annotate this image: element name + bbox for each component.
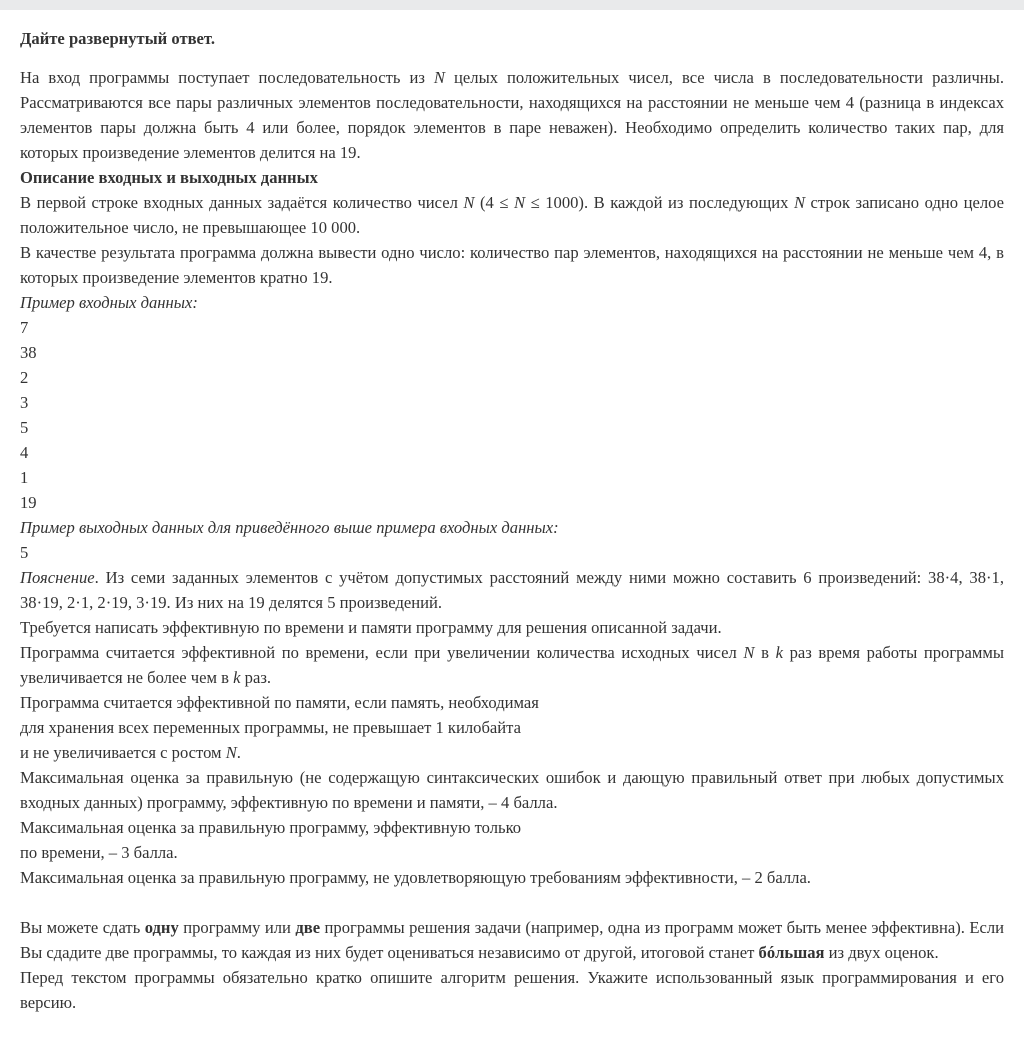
task-title: Дайте развернутый ответ. <box>20 29 215 48</box>
sample-input-label: Пример входных данных: <box>20 293 198 312</box>
problem-statement: На вход программы поступает последовательность из N целых положительных чисел, все числа в последовательности различны. Рассматриваются все пары различных элементов последовательности, находящихся на расстоянии не меньше чем 4 (разница в индексах элементов пары должна быть 4 или более, порядок элементов в паре неважен). Необходимо определить количество таких пар, для которых произведение элементов делится на 19. <box>20 68 1004 162</box>
score-no-efficiency: Максимальная оценка за правильную программу, не удовлетворяющую требованиям эффективности, – 2 балла. <box>20 868 811 887</box>
explanation: Пояснение. Из семи заданных элементов с учётом допустимых расстояний между ними можно составить 6 произведений: 38·4, 38·1, 38·19, 2·1, 2·19, 3·19. Из них на 19 делятся 5 произведений. <box>20 568 1004 612</box>
sample-input-line: 5 <box>20 418 29 437</box>
sample-input-line: 38 <box>20 343 37 362</box>
score-time-only: Максимальная оценка за правильную программу, эффективную только по времени, – 3 балла. <box>20 818 522 862</box>
sample-output: 5 <box>20 543 29 562</box>
sample-input-line: 1 <box>20 468 29 487</box>
input-description: В первой строке входных данных задаётся количество чисел N (4 ≤ N ≤ 1000). В каждой из последующих N строк записано одно целое положительное число, не превышающее 10 000. <box>20 193 1004 237</box>
sample-input-line: 19 <box>20 493 37 512</box>
spacer <box>20 890 1004 915</box>
sample-input <box>20 315 1004 515</box>
output-description: В качестве результата программа должна вывести одно число: количество пар элементов, находящихся на расстоянии не меньше чем 4, в которых произведение элементов кратно 19. <box>20 243 1004 287</box>
requirement: Требуется написать эффективную по времени и памяти программу для решения описанной задачи. <box>20 618 722 637</box>
sample-input-line: 4 <box>20 443 29 462</box>
submission-rules: Вы можете сдать одну программу или две программы решения задачи (например, одна из программ может быть менее эффективна). Если Вы сдадите две программы, то каждая из них будет оцениваться независимо от другой, итоговой станет бóльшая из двух оценок. <box>20 918 1005 962</box>
sample-output-label: Пример выходных данных для приведённого выше примера входных данных: <box>20 518 559 537</box>
sample-input-line: 7 <box>20 318 29 337</box>
time-efficiency: Программа считается эффективной по времени, если при увеличении количества исходных чисел N в k раз время работы программы увеличивается не более чем в k раз. <box>20 643 1004 687</box>
final-note: Перед текстом программы обязательно кратко опишите алгоритм решения. Укажите использованный язык программирования и его версию. <box>20 968 1004 1012</box>
top-bar <box>0 0 1024 10</box>
sample-input-line: 3 <box>20 393 29 412</box>
memory-efficiency: Программа считается эффективной по памяти, если память, необходимая для хранения всех переменных программы, не превышает 1 килобайта и не увеличивается с ростом N. <box>20 693 539 762</box>
io-heading: Описание входных и выходных данных <box>20 168 318 187</box>
score-full: Максимальная оценка за правильную (не содержащую синтаксических ошибок и дающую правильный ответ при любых допустимых входных данных) программу, эффективную по времени и памяти, – 4 балла. <box>20 768 1004 812</box>
task-text <box>0 10 1024 1015</box>
sample-input-line: 2 <box>20 368 29 387</box>
